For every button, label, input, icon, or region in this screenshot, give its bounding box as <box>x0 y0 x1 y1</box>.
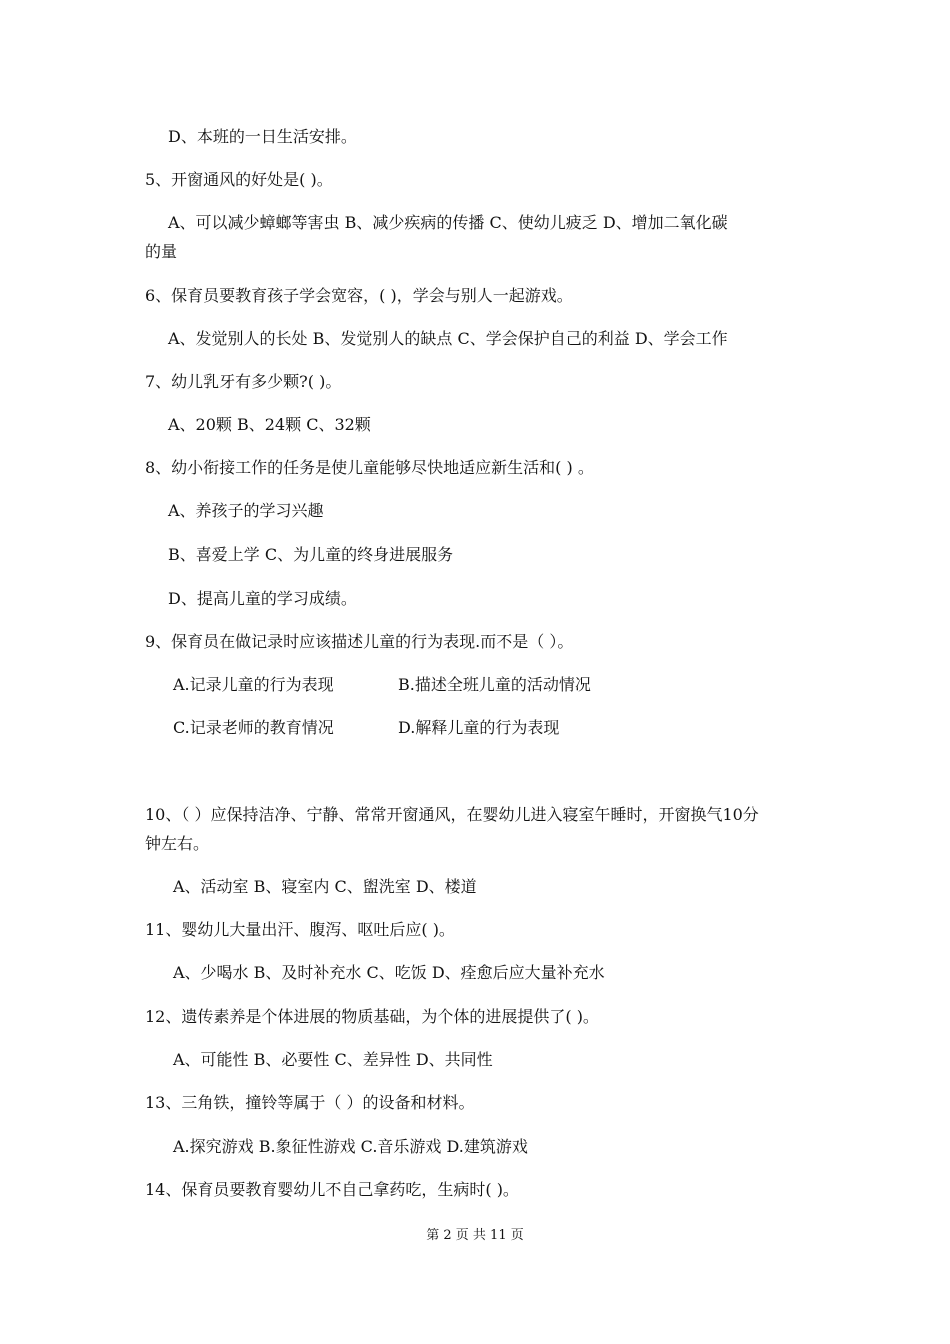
question-9: 9、保育员在做记录时应该描述儿童的行为表现.而不是（ ）。 <box>145 632 574 651</box>
question-5: 5、开窗通风的好处是( )。 <box>145 170 333 189</box>
question-13-options: A.探究游戏 B.象征性游戏 C.音乐游戏 D.建筑游戏 <box>173 1137 528 1156</box>
question-11: 11、婴幼儿大量出汗、腹泻、呕吐后应( )。 <box>145 920 455 939</box>
page-footer: 第 2 页 共 11 页 <box>426 1228 524 1243</box>
question-6-options: A、发觉别人的长处 B、发觉别人的缺点 C、学会保护自己的利益 D、学会工作 <box>168 329 728 348</box>
question-7: 7、幼儿乳牙有多少颗?( )。 <box>145 372 342 391</box>
question-9-option-b: B.描述全班儿童的活动情况 <box>398 675 591 694</box>
question-12: 12、遗传素养是个体进展的物质基础，为个体的进展提供了( )。 <box>145 1007 599 1026</box>
question-8-option-bc: B、喜爱上学 C、为儿童的终身进展服务 <box>168 545 454 564</box>
question-14: 14、保育员要教育婴幼儿不自己拿药吃，生病时( )。 <box>145 1180 519 1199</box>
question-12-options: A、可能性 B、必要性 C、差异性 D、共同性 <box>173 1050 493 1069</box>
question-9-option-a: A.记录儿童的行为表现 <box>173 675 334 694</box>
question-13: 13、三角铁，撞铃等属于（ ）的设备和材料。 <box>145 1093 475 1112</box>
question-5-options-cont: 的量 <box>145 242 178 261</box>
option-d-line: D、本班的一日生活安排。 <box>168 127 357 146</box>
question-9-option-d: D.解释儿童的行为表现 <box>398 718 560 737</box>
question-5-options: A、可以减少蟑螂等害虫 B、减少疾病的传播 C、使幼儿疲乏 D、增加二氧化碳 <box>168 213 728 232</box>
question-8: 8、幼小衔接工作的任务是使儿童能够尽快地适应新生活和( ) 。 <box>145 458 594 477</box>
question-10-options: A、活动室 B、寝室内 C、盥洗室 D、楼道 <box>173 877 477 896</box>
question-9-option-c: C.记录老师的教育情况 <box>173 718 334 737</box>
question-8-option-d: D、提高儿童的学习成绩。 <box>168 589 357 608</box>
question-10-cont: 钟左右。 <box>145 834 210 853</box>
question-7-options: A、20颗 B、24颗 C、32颗 <box>168 415 371 434</box>
question-6: 6、保育员要教育孩子学会宽容，( )，学会与别人一起游戏。 <box>145 286 573 305</box>
question-11-options: A、少喝水 B、及时补充水 C、吃饭 D、痊愈后应大量补充水 <box>173 963 605 982</box>
question-10: 10、（ ）应保持洁净、宁静、常常开窗通风，在婴幼儿进入寝室午睡时，开窗换气10分 <box>145 805 759 824</box>
question-8-option-a: A、养孩子的学习兴趣 <box>168 501 324 520</box>
